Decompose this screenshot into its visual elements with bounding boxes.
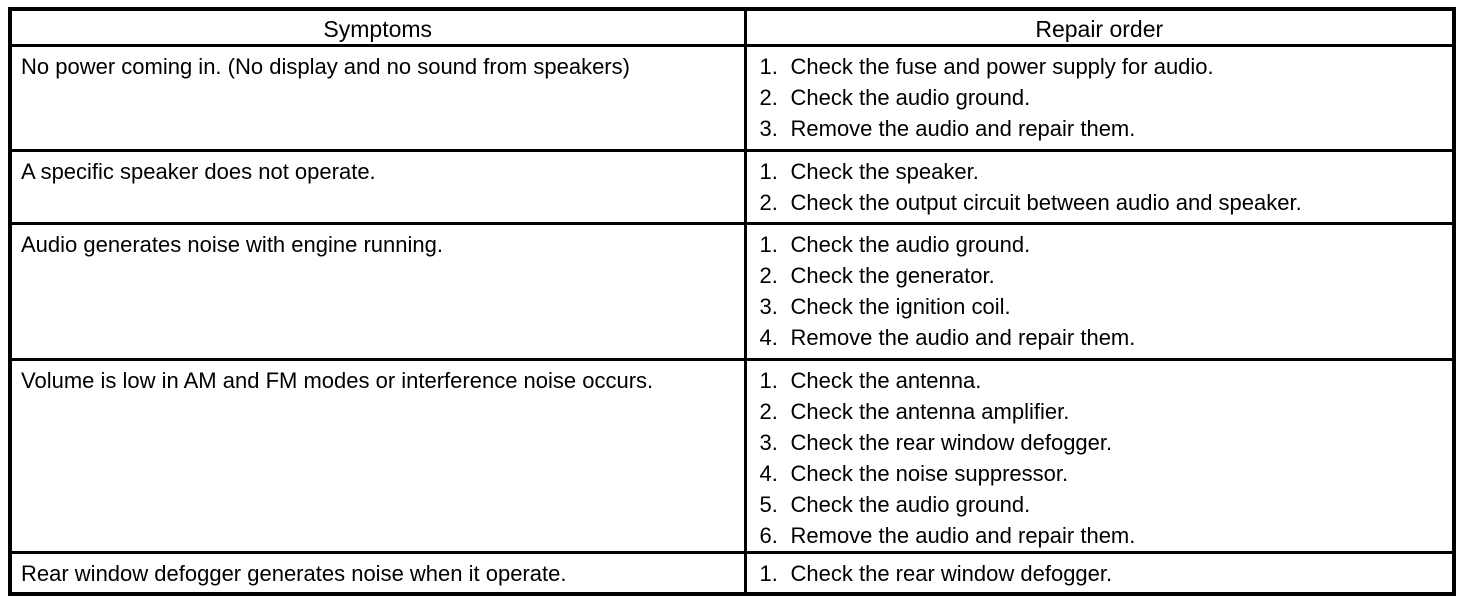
- repair-step: [760, 156, 1447, 187]
- step-text: Remove the audio and repair them.: [790, 325, 1136, 350]
- repair-step: [760, 458, 1447, 489]
- symptom-cell: Volume is low in AM and FM modes or interference noise occurs.: [10, 360, 745, 553]
- symptoms-column-header: Symptoms: [10, 9, 745, 46]
- repair-cell: [745, 46, 1454, 151]
- symptom-cell: Rear window defogger generates noise when it operate.: [10, 553, 745, 595]
- step-text: Check the antenna.: [790, 368, 982, 393]
- repair-cell: [745, 224, 1454, 360]
- symptoms-repair-table: [8, 7, 1456, 596]
- repair-step: [760, 260, 1447, 291]
- step-number: 2.: [759, 85, 778, 110]
- step-number: 1.: [759, 54, 778, 79]
- symptom-cell: A specific speaker does not operate.: [10, 151, 745, 224]
- repair-step: [760, 365, 1447, 396]
- repair-step: [760, 51, 1447, 82]
- step-number: 2.: [759, 190, 778, 215]
- table-row: [10, 46, 1454, 151]
- repair-cell: [745, 360, 1454, 553]
- table-row: [10, 224, 1454, 360]
- step-text: Check the speaker.: [790, 159, 979, 184]
- symptom-cell: Audio generates noise with engine running.: [10, 224, 745, 360]
- step-number: 1.: [759, 368, 778, 393]
- step-number: 1.: [759, 159, 778, 184]
- step-text: Check the antenna amplifier.: [790, 399, 1070, 424]
- step-text: Check the output circuit between audio and speaker.: [790, 190, 1302, 215]
- step-number: 4.: [759, 325, 778, 350]
- repair-step: [760, 113, 1447, 144]
- repair-step: [760, 187, 1447, 218]
- step-text: Check the rear window defogger.: [790, 430, 1113, 455]
- step-number: 4.: [759, 461, 778, 486]
- repair-order-column-header: Repair order: [745, 9, 1454, 46]
- step-text: Remove the audio and repair them.: [790, 116, 1136, 141]
- repair-step: [760, 396, 1447, 427]
- repair-step: [760, 291, 1447, 322]
- step-text: Check the audio ground.: [790, 85, 1031, 110]
- step-text: Check the audio ground.: [790, 492, 1031, 517]
- table-row: [10, 360, 1454, 553]
- repair-step: [760, 82, 1447, 113]
- step-number: 5.: [759, 492, 778, 517]
- repair-cell: [745, 553, 1454, 595]
- step-number: 3.: [759, 116, 778, 141]
- step-number: 3.: [759, 430, 778, 455]
- table-header-row: [10, 9, 1454, 46]
- step-text: Check the generator.: [790, 263, 995, 288]
- step-text: Remove the audio and repair them.: [790, 523, 1136, 548]
- repair-step: [760, 427, 1447, 458]
- repair-step: [760, 229, 1447, 260]
- symptom-cell: No power coming in. (No display and no sound from speakers): [10, 46, 745, 151]
- step-number: 2.: [759, 263, 778, 288]
- step-number: 2.: [759, 399, 778, 424]
- step-text: Check the noise suppressor.: [790, 461, 1069, 486]
- step-text: Check the rear window defogger.: [790, 561, 1113, 586]
- step-text: Check the ignition coil.: [790, 294, 1011, 319]
- repair-step: [760, 558, 1447, 589]
- step-number: 3.: [759, 294, 778, 319]
- table-row: [10, 151, 1454, 224]
- table-row: [10, 553, 1454, 595]
- repair-step: [760, 489, 1447, 520]
- repair-cell: [745, 151, 1454, 224]
- step-text: Check the fuse and power supply for audio.: [790, 54, 1214, 79]
- step-number: 1.: [759, 561, 778, 586]
- repair-step: [760, 322, 1447, 353]
- step-number: 6.: [759, 523, 778, 548]
- step-text: Check the audio ground.: [790, 232, 1031, 257]
- repair-step: [760, 520, 1447, 551]
- step-number: 1.: [759, 232, 778, 257]
